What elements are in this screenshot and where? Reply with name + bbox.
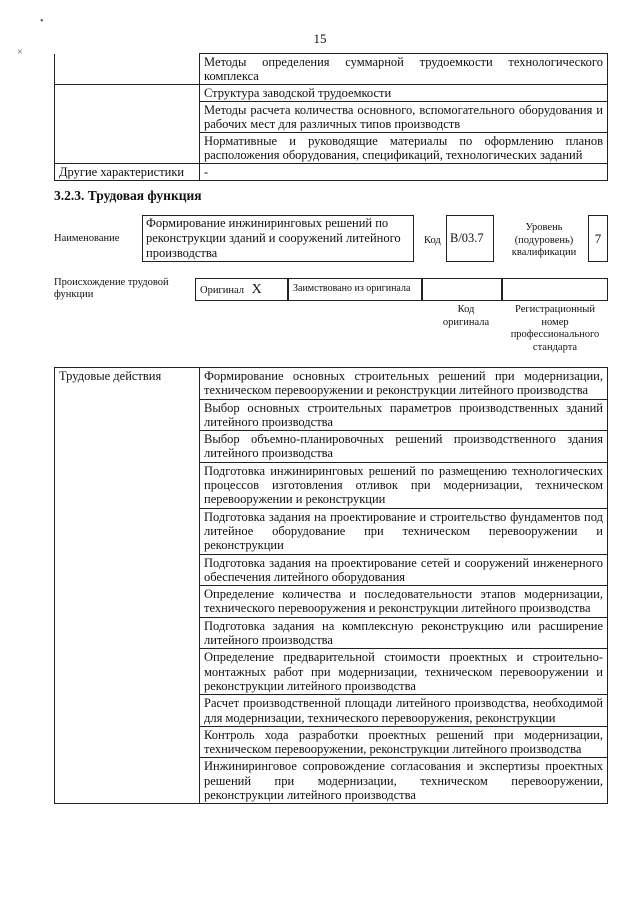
labor-action-item: Выбор основных строительных параметров производственных зданий литейного производства <box>200 399 608 431</box>
function-code: B/03.7 <box>450 231 484 245</box>
labor-action-item: Определение предварительной стоимости проектных и строительно-монтажных работ при модернизации, техническом перевооружении и реконструкции литейного производства <box>200 649 608 695</box>
reg-number-cell <box>502 278 608 301</box>
labor-action-item: Подготовка задания на проектирование и строительство фундаментов под литейное оборудование при техническом перевооружении и реконструкции <box>200 508 608 554</box>
function-name-box <box>142 215 414 262</box>
empty-cell <box>55 695 200 727</box>
name-label: Наименование <box>54 233 120 244</box>
origin-label: Происхождение трудовой функции <box>54 277 169 300</box>
borrowed-cell <box>288 278 422 301</box>
labor-action-item: Определение количества и последовательности этапов модернизации, технического перевооружения и реконструкции литейного производства <box>200 586 608 618</box>
empty-cell <box>55 54 200 85</box>
labor-action-item: Подготовка задания на комплексную реконструкцию или расширение литейного производства <box>200 617 608 649</box>
level-value: 7 <box>594 231 602 246</box>
empty-cell <box>55 399 200 431</box>
original-cell <box>195 278 288 301</box>
empty-cell <box>55 617 200 649</box>
borrowed-label: Заимствовано из оригинала <box>293 283 411 294</box>
labor-action-item: Подготовка инжиниринговых решений по размещению технологических процессов изготовления отливок при модернизации, техническом перевооружении и реконструкции <box>200 462 608 508</box>
margin-mark: • <box>40 16 44 27</box>
empty-cell <box>55 431 200 463</box>
empty-cell <box>55 758 200 804</box>
labor-action-item: Контроль хода разработки проектных решений при модернизации, техническом перевооружении, реконструкции литейного производства <box>200 726 608 758</box>
code-label: Код <box>424 235 441 246</box>
code-original-label: Код оригинала <box>442 304 490 328</box>
knowledge-item: Методы определения суммарной трудоемкости технологического комплекса <box>200 54 608 85</box>
labor-action-item: Подготовка задания на проектирование сетей и сооружений инженерного обеспечения литейного оборудования <box>200 554 608 586</box>
reg-number-label: Регистрационный номер профессионального стандарта <box>510 304 600 353</box>
labor-action-item: Инжиниринговое сопровождение согласования и экспертизы проектных решений при модернизации, техническом перевооружении, реконструкции литейного производства <box>200 758 608 804</box>
knowledge-item: Структура заводской трудоемкости <box>200 85 608 102</box>
empty-cell <box>55 462 200 508</box>
empty-cell <box>55 102 200 133</box>
knowledge-table-continuation <box>54 53 608 181</box>
page-number: 15 <box>313 31 327 46</box>
original-label: Оригинал <box>200 285 244 296</box>
margin-mark: × <box>17 47 23 58</box>
knowledge-item: Методы расчета количества основного, вспомогательного оборудования и рабочих мест для различных типов производств <box>200 102 608 133</box>
code-box <box>446 215 494 262</box>
other-characteristics-label: Другие характеристики <box>55 164 200 181</box>
labor-action-item: Выбор объемно-планировочных решений производственного здания литейного производства <box>200 431 608 463</box>
empty-cell <box>55 554 200 586</box>
labor-actions-label: Трудовые действия <box>55 368 200 400</box>
labor-action-item: Расчет производственной площади литейного производства, необходимой для модернизации, технического перевооружения, реконструкции <box>200 695 608 727</box>
section-title: 3.2.3. Трудовая функция <box>54 188 202 203</box>
empty-cell <box>55 649 200 695</box>
level-label: Уровень (подуровень) квалификации <box>511 222 577 258</box>
empty-cell <box>55 85 200 102</box>
empty-cell <box>55 133 200 164</box>
empty-cell <box>55 586 200 618</box>
labor-actions-table <box>54 367 608 804</box>
original-mark: Х <box>251 282 262 297</box>
labor-action-item: Формирование основных строительных решений при модернизации, техническом перевооружении и реконструкции литейного производства <box>200 368 608 400</box>
empty-cell <box>55 508 200 554</box>
level-box <box>588 215 608 262</box>
empty-cell <box>55 726 200 758</box>
function-name: Формирование инжиниринговых решений по реконструкции зданий и сооружений литейного производства <box>146 216 401 260</box>
other-characteristics-value: - <box>200 164 608 181</box>
knowledge-item: Нормативные и руководящие материалы по оформлению планов расположения оборудования, спецификаций, технологических заданий <box>200 133 608 164</box>
code-original-cell <box>422 278 502 301</box>
